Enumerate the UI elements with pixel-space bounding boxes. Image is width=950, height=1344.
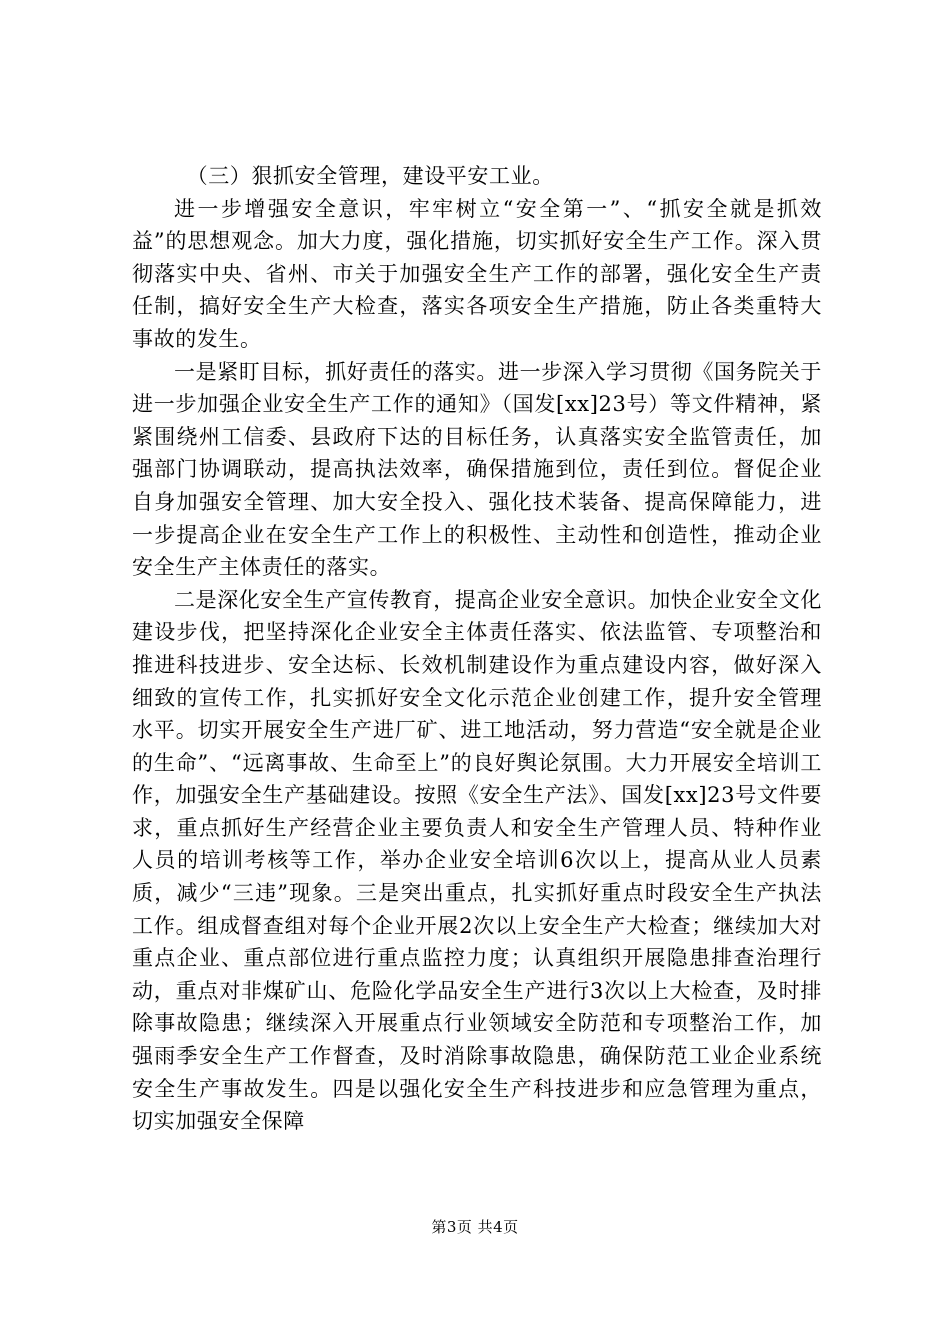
page-number: 第3页 共4页	[431, 1218, 519, 1236]
paragraph-safety-awareness: 进一步增强安全意识，牢牢树立“安全第一”、“抓安全就是抓效益”的思想观念。加大力度，强化措施，切实抓好安全生产工作。深入贯彻落实中央、省州、市关于加强安全生产工作的部署，强化安全生产责任制，搞好安全生产大检查，落实各项安全生产措施，防止各类重特大事故的发生。	[132, 196, 822, 351]
section-heading: （三）狠抓安全管理，建设平安工业。	[186, 164, 554, 188]
page-footer	[0, 1216, 950, 1237]
paragraph-education: 二是深化安全生产宣传教育，提高企业安全意识。加快企业安全文化建设步伐，把坚持深化企业安全主体责任落实、依法监管、专项整治和推进科技进步、安全达标、长效机制建设作为重点建设内容，做好深入细致的宣传工作，扎实抓好安全文化示范企业创建工作，提升安全管理水平。切实开展安全生产进厂矿、进工地活动，努力营造“安全就是企业的生命”、“远离事故、生命至上”的良好舆论氛围。大力开展安全培训工作，加强安全生产基础建设。按照《安全生产法》、国发[xx]23号文件要求，重点抓好生产经营企业主要负责人和安全生产管理人员、特种作业人员的培训考核等工作，举办企业安全培训6次以上，提高从业人员素质，减少“三违”现象。三是突出重点，扎实抓好重点时段安全生产执法工作。组成督查组对每个企业开展2次以上安全生产大检查；继续加大对重点企业、重点部位进行重点监控力度；认真组织开展隐患排查治理行动，重点对非煤矿山、危险化学品安全生产进行3次以上大检查，及时排除事故隐患；继续深入开展重点行业领域安全防范和专项整治工作，加强雨季安全生产工作督查，及时消除事故隐患，确保防范工业企业系统安全生产事故发生。四是以强化安全生产科技进步和应急管理为重点，切实加强安全保障	[132, 587, 822, 1134]
document-body	[132, 160, 822, 1138]
paragraph-responsibility: 一是紧盯目标，抓好责任的落实。进一步深入学习贯彻《国务院关于进一步加强企业安全生产工作的通知》（国发[xx]23号）等文件精神，紧紧围绕州工信委、县政府下达的目标任务，认真落实安全监管责任，加强部门协调联动，提高执法效率，确保措施到位，责任到位。督促企业自身加强安全管理、加大安全投入、强化技术装备、提高保障能力，进一步提高企业在安全生产工作上的积极性、主动性和创造性，推动企业安全生产主体责任的落实。	[132, 359, 822, 580]
